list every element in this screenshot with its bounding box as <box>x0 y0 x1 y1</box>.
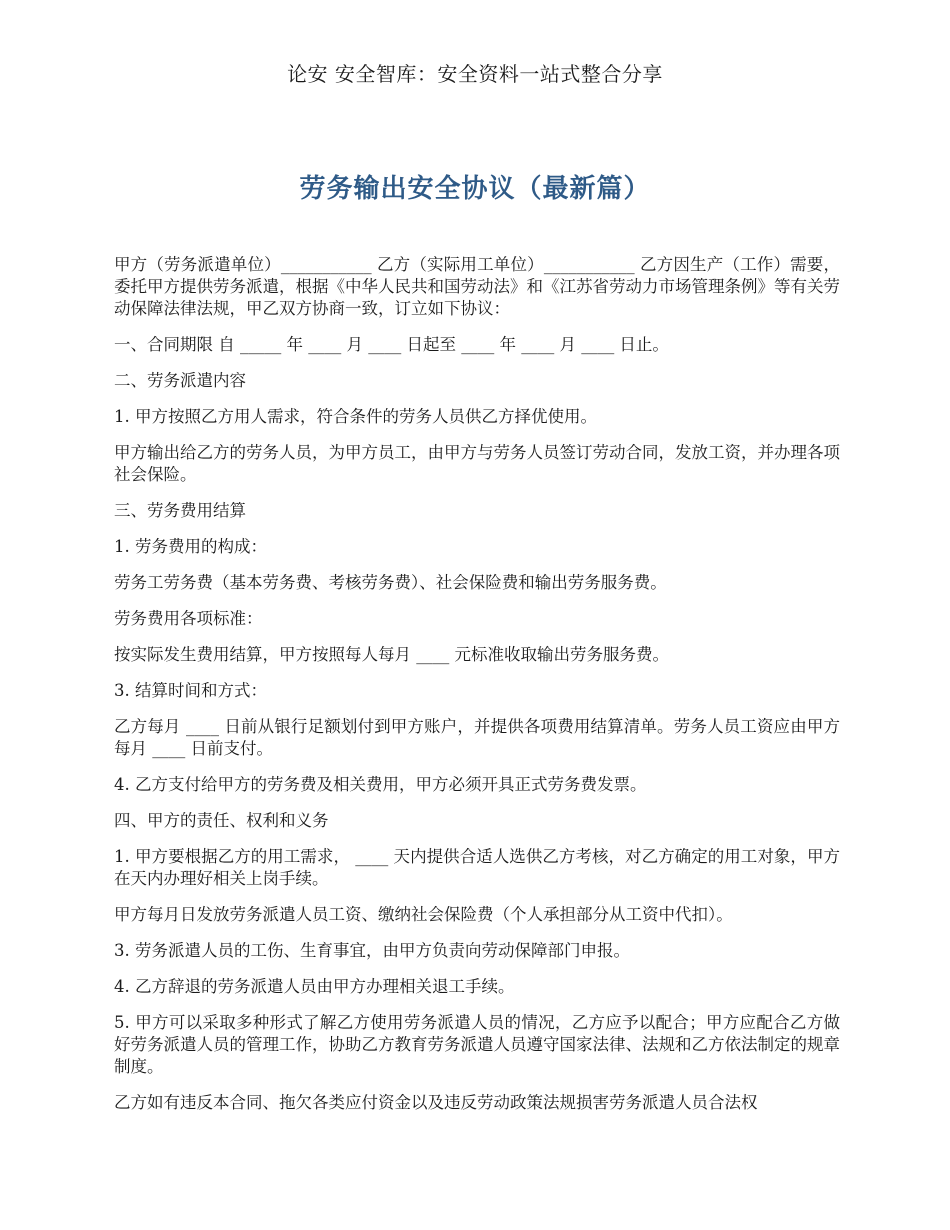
paragraph: 乙方如有违反本合同、拖欠各类应付资金以及违反劳动政策法规损害劳务派遣人员合法权 <box>114 1093 758 1112</box>
paragraph: 4. 乙方辞退的劳务派遣人员由甲方办理相关退工手续。 <box>114 977 515 996</box>
paragraph: 5. 甲方可以采取多种形式了解乙方使用劳务派遣人员的情况，乙方应予以配合；甲方应配合乙方做好劳务派遣人员的管理工作，协助乙方教育劳务派遣人员遵守国家法律、法规和乙方依法制定的规章制度。 <box>114 1013 840 1076</box>
document-title: 劳务输出安全协议（最新篇） <box>299 174 651 204</box>
section-heading-fee-settlement: 三、劳务费用结算 <box>114 501 246 520</box>
paragraph: 3. 劳务派遣人员的工伤、生育事宜，由甲方负责向劳动保障部门申报。 <box>114 941 630 960</box>
document-body <box>114 254 840 1128</box>
paragraph: 4. 乙方支付给甲方的劳务费及相关费用，甲方必须开具正式劳务费发票。 <box>114 775 647 794</box>
paragraph: 1. 甲方要根据乙方的用工需求， ____ 天内提供合适人选供乙方考核，对乙方确定的用工对象，甲方在天内办理好相关上岗手续。 <box>114 847 840 888</box>
paragraph: 按实际发生费用结算，甲方按照每人每月 ____ 元标准收取输出劳务服务费。 <box>114 645 669 664</box>
page-header: 论安 安全智库：安全资料一站式整合分享 <box>287 62 663 86</box>
section-heading-dispatch-content: 二、劳务派遣内容 <box>114 371 246 390</box>
section-heading-party-a-duties: 四、甲方的责任、权利和义务 <box>114 811 329 830</box>
paragraph: 3. 结算时间和方式： <box>114 681 267 700</box>
paragraph: 乙方每月 ____ 日前从银行足额划付到甲方账户，并提供各项费用结算清单。劳务人员工资应由甲方每月 ____ 日前支付。 <box>114 717 840 758</box>
paragraph-intro: 甲方（劳务派遣单位）___________ 乙方（实际用工单位）___________ 乙方因生产（工作）需要，委托甲方提供劳务派遣，根据《中华人民共和国劳动法》和《江苏省劳动力市场管理条例》等有关劳动保障法律法规，甲乙双方协商一致，订立如下协议： <box>114 255 840 318</box>
paragraph: 甲方每月日发放劳务派遣人员工资、缴纳社会保险费（个人承担部分从工资中代扣）。 <box>114 905 733 924</box>
paragraph: 劳务工劳务费（基本劳务费、考核劳务费）、社会保险费和输出劳务服务费。 <box>114 573 667 592</box>
paragraph: 甲方输出给乙方的劳务人员，为甲方员工，由甲方与劳务人员签订劳动合同，发放工资，并办理各项社会保险。 <box>114 443 840 484</box>
paragraph: 1. 劳务费用的构成： <box>114 537 267 556</box>
paragraph: 劳务费用各项标准： <box>114 609 263 628</box>
paragraph: 1. 甲方按照乙方用人需求，符合条件的劳务人员供乙方择优使用。 <box>114 407 597 426</box>
paragraph-contract-term: 一、合同期限 自 _____ 年 ____ 月 ____ 日起至 ____ 年 ____ 月 ____ 日止。 <box>114 335 669 354</box>
